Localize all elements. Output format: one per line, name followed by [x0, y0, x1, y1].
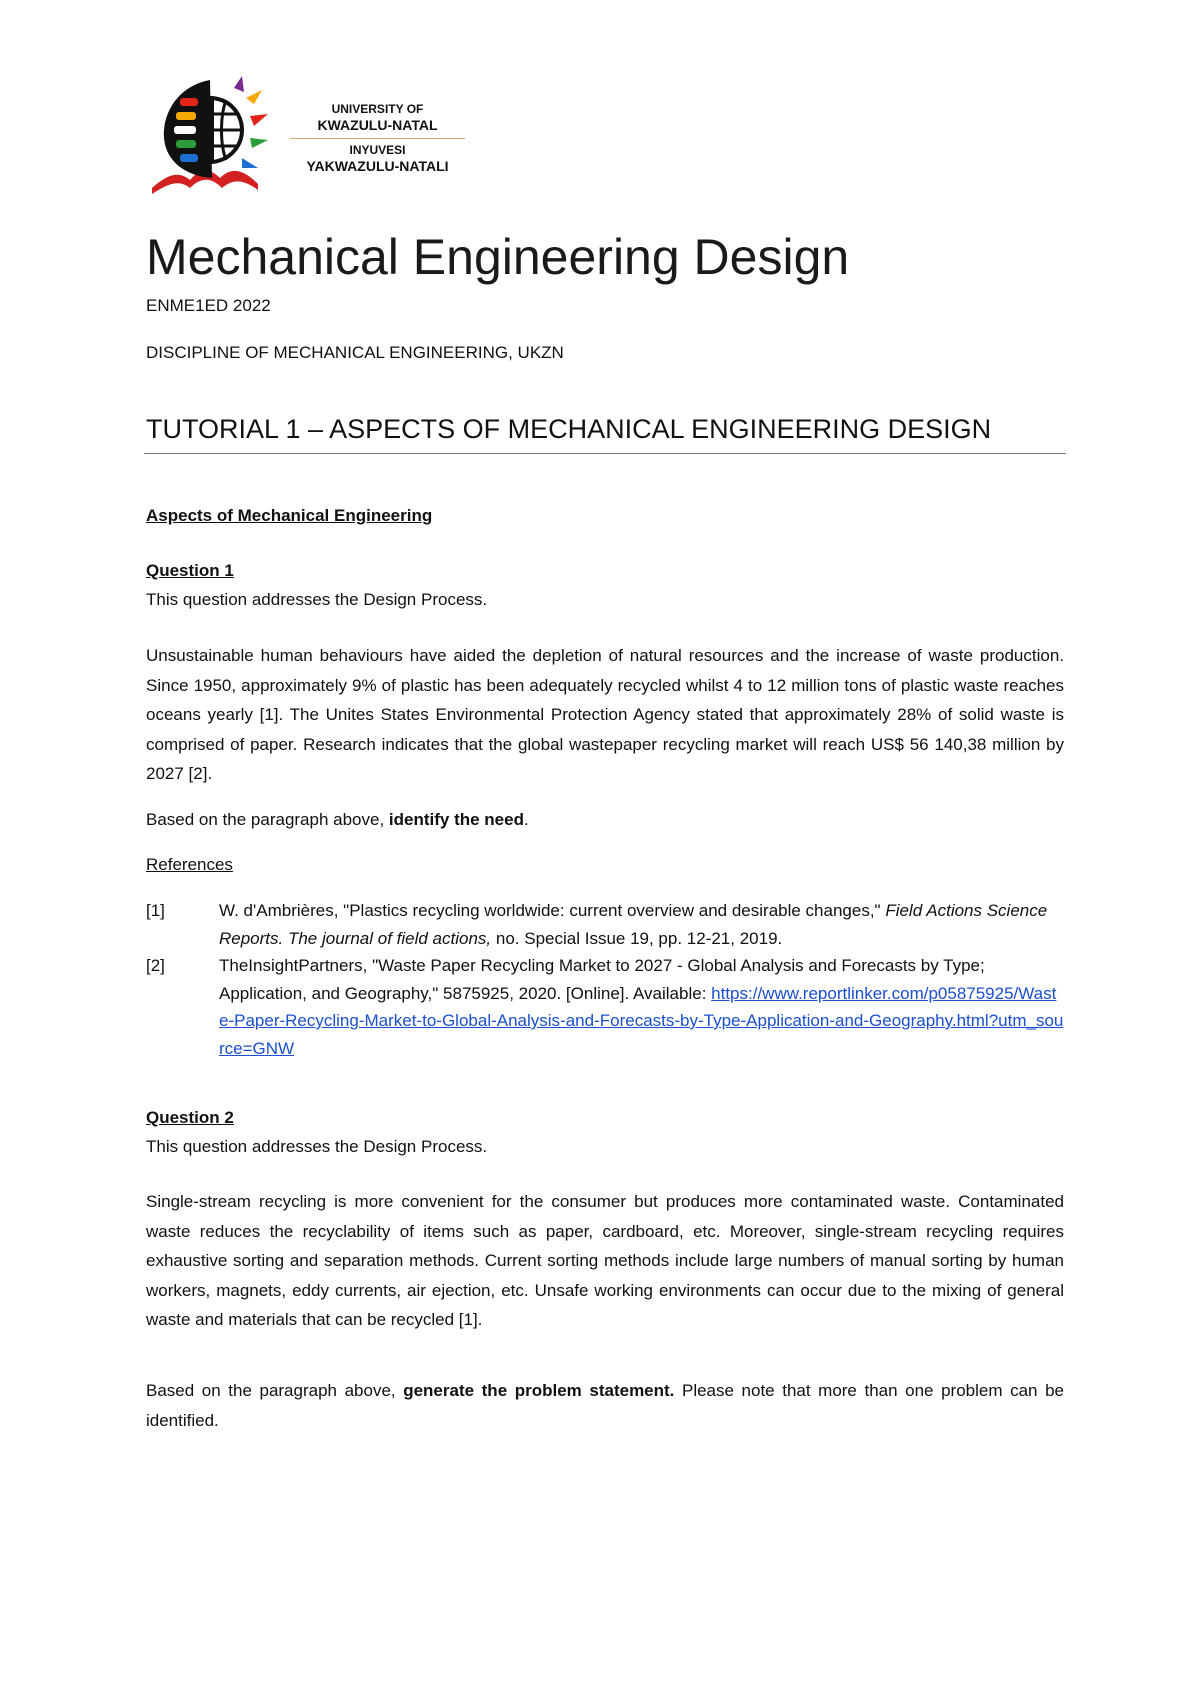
- question-1-paragraph: Unsustainable human behaviours have aided the depletion of natural resources and the increase of waste production. Since 1950, approximately 9% of plastic has been adequately recycled whilst 4 to 12 million tons of plastic waste reaches oceans yearly [1]. The Unites States Environmental Protection Agency stated that approximately 28% of solid waste is comprised of paper. Research indicates that the global wastepaper recycling market will reach US$ 56 140,38 million by 2027 [2].: [146, 646, 1064, 783]
- reference-1-text: [219, 897, 1064, 952]
- task-emphasis: identify the need: [388, 810, 524, 829]
- question-2-paragraph: Single-stream recycling is more convenient for the consumer but produces more contaminated waste. Contaminated waste reduces the recyclability of items such as paper, cardboard, etc. Moreover, single-stream recycling requires exhaustive sorting and separation methods. Current sorting methods include large numbers of manual sorting by human workers, magnets, eddy currents, air ejection, etc. Unsafe working environments can occur due to the mixing of general waste and materials that can be recycled [1].: [146, 1192, 1064, 1329]
- reference-2-authors: TheInsightPartners, "Waste Paper Recycling Market to 2027 - Global Analysis and Forecasts by Type; Application, and Geography," 5875925, 2020. [Online]. Available:: [219, 956, 985, 1003]
- reference-2-link[interactable]: https://www.reportlinker.com/p05875925/Waste-Paper-Recycling-Market-to-Global-Analysis-and-Forecasts-by-Type-Application-and-Geography.html?utm_source=GNW: [219, 983, 1064, 1058]
- reference-1-tail: no. Special Issue 19, pp. 12-21, 2019.: [491, 928, 783, 948]
- task-emphasis: generate the problem statement.: [403, 1381, 675, 1400]
- task-prefix: Based on the paragraph above,: [146, 1381, 404, 1400]
- question-2-heading: Question 2: [146, 1108, 234, 1127]
- heading-divider: [144, 453, 1066, 454]
- tutorial-heading: TUTORIAL 1 – ASPECTS OF MECHANICAL ENGINEERING DESIGN: [146, 414, 992, 444]
- logo-line-1: UNIVERSITY OF: [331, 102, 424, 116]
- ukzn-shield-icon: [150, 76, 290, 216]
- question-1-intro: This question addresses the Design Process.: [146, 590, 488, 609]
- question-1-task: [146, 805, 1064, 835]
- logo-divider: [290, 138, 465, 139]
- references-heading: References: [146, 855, 233, 874]
- reference-1-authors: W. d'Ambrières, "Plastics recycling worldwide: current overview and desirable changes,": [219, 901, 886, 920]
- task-suffix: .: [523, 810, 529, 829]
- question-2-task: [146, 1376, 1064, 1435]
- course-code: ENME1ED 2022: [146, 296, 271, 315]
- reference-1-number: [1]: [146, 901, 165, 920]
- university-logo: [150, 76, 450, 216]
- question-2-intro: This question addresses the Design Process.: [146, 1137, 488, 1156]
- logo-line-3: INYUVESI: [349, 143, 406, 157]
- logo-wordmark: [290, 102, 465, 175]
- logo-line-4: YAKWAZULU-NATALI: [306, 158, 449, 174]
- task-suffix: Please note that more than one problem can be identified.: [146, 1381, 1064, 1430]
- logo-line-2: KWAZULU-NATAL: [317, 117, 438, 133]
- section-heading: Aspects of Mechanical Engineering: [146, 506, 433, 525]
- discipline-line: DISCIPLINE OF MECHANICAL ENGINEERING, UKZN: [146, 343, 564, 362]
- document-title: Mechanical Engineering Design: [146, 229, 850, 285]
- task-prefix: Based on the paragraph above,: [146, 810, 389, 829]
- reference-1-journal: Field Actions Science Reports. The journal of field actions,: [219, 901, 1048, 948]
- reference-2-number: [2]: [146, 956, 165, 975]
- question-1-heading: Question 1: [146, 561, 234, 580]
- reference-2-text: [219, 952, 1064, 1062]
